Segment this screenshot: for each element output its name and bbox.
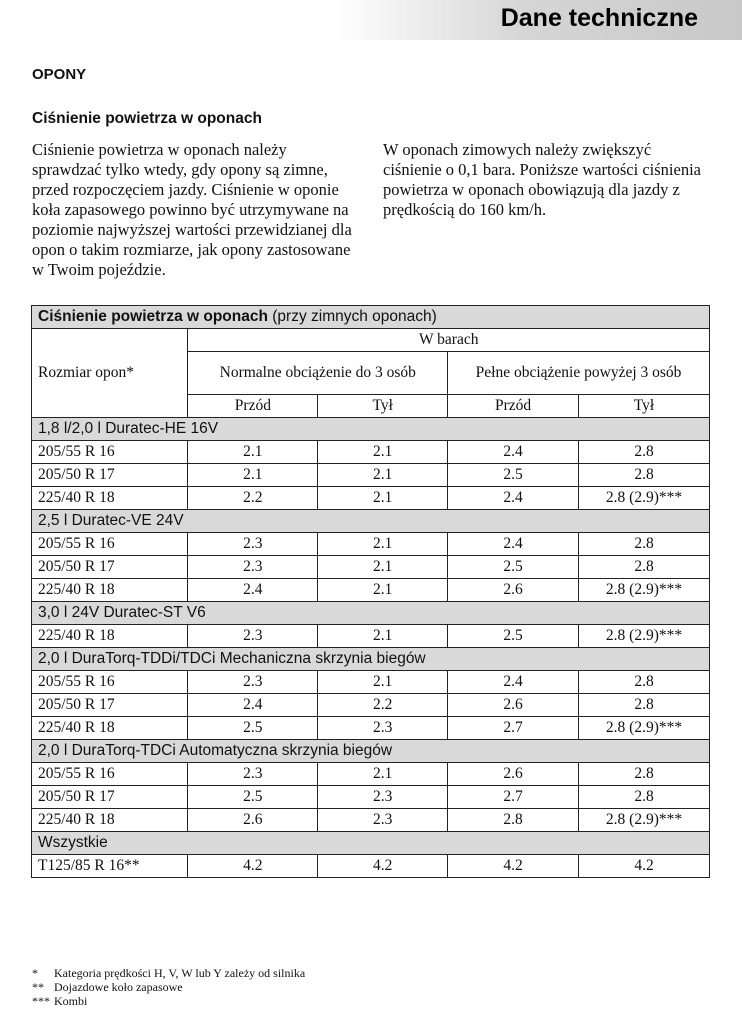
table-title-row [32, 306, 710, 329]
table-row [32, 579, 710, 602]
pressure-value-cell: 2.8 [579, 694, 710, 717]
engine-group-row [32, 648, 710, 671]
pressure-value-cell: 2.1 [318, 464, 448, 487]
column-header-rear: Tył [318, 395, 448, 418]
engine-group-name: 2,0 l DuraTorq-TDCi Automatyczna skrzynia biegów [32, 740, 710, 763]
pressure-value-cell: 2.8 [579, 533, 710, 556]
tyre-size-cell: 205/55 R 16 [32, 671, 188, 694]
pressure-value-cell: 2.4 [188, 579, 318, 602]
pressure-value-cell: 2.8 [579, 763, 710, 786]
footnote-mark: * [32, 966, 38, 980]
section-title: OPONY [32, 66, 87, 83]
page-title: Dane techniczne [500, 4, 698, 32]
table-row [32, 763, 710, 786]
pressure-value-cell: 2.7 [448, 786, 579, 809]
pressure-value-cell: 2.8 [579, 786, 710, 809]
pressure-value-cell: 2.1 [188, 464, 318, 487]
pressure-value-cell: 2.3 [318, 717, 448, 740]
pressure-value-cell: 2.5 [448, 556, 579, 579]
pressure-value-cell: 2.4 [448, 671, 579, 694]
pressure-value-cell: 2.6 [448, 694, 579, 717]
pressure-value-cell: 2.3 [318, 809, 448, 832]
tyre-size-cell: 225/40 R 18 [32, 717, 188, 740]
pressure-value-cell: 2.5 [188, 717, 318, 740]
engine-group-name: 2,0 l DuraTorq-TDDi/TDCi Mechaniczna skrzynia biegów [32, 648, 710, 671]
pressure-value-cell: 4.2 [318, 855, 448, 878]
table-row [32, 533, 710, 556]
tyre-size-cell: 205/50 R 17 [32, 464, 188, 487]
pressure-value-cell: 2.7 [448, 717, 579, 740]
pressure-value-cell: 2.2 [188, 487, 318, 510]
tyre-size-cell: 225/40 R 18 [32, 625, 188, 648]
pressure-value-cell: 2.4 [188, 694, 318, 717]
pressure-value-cell: 2.2 [318, 694, 448, 717]
pressure-value-cell: 2.1 [318, 579, 448, 602]
pressure-value-cell: 2.8 (2.9)*** [579, 717, 710, 740]
engine-group-name: 3,0 l 24V Duratec-ST V6 [32, 602, 710, 625]
pressure-value-cell: 2.3 [318, 786, 448, 809]
pressure-value-cell: 2.1 [318, 441, 448, 464]
header-band [0, 0, 742, 40]
column-header-normal-load [188, 352, 448, 395]
pressure-value-cell: 2.6 [448, 763, 579, 786]
pressure-value-cell: 2.8 [579, 441, 710, 464]
column-header-size-text: Rozmiar opon* [38, 364, 134, 381]
table-row [32, 671, 710, 694]
pressure-value-cell: 2.6 [188, 809, 318, 832]
pressure-value-cell: 2.3 [188, 763, 318, 786]
pressure-value-cell: 2.8 (2.9)*** [579, 487, 710, 510]
pressure-value-cell: 2.3 [188, 533, 318, 556]
tyre-size-cell: T125/85 R 16** [32, 855, 188, 878]
footnote [32, 980, 305, 994]
column-header-rear: Tył [579, 395, 710, 418]
engine-group-name: Wszystkie [32, 832, 710, 855]
engine-group-name: 2,5 l Duratec-VE 24V [32, 510, 710, 533]
footnote-text: Kombi [54, 994, 88, 1008]
pressure-value-cell: 4.2 [579, 855, 710, 878]
engine-group-row [32, 740, 710, 763]
tyre-size-cell: 205/50 R 17 [32, 694, 188, 717]
footnote-mark: ** [32, 980, 44, 994]
pressure-value-cell: 2.1 [318, 556, 448, 579]
pressure-value-cell: 2.1 [318, 487, 448, 510]
pressure-value-cell: 2.4 [448, 487, 579, 510]
tyre-size-cell: 225/40 R 18 [32, 579, 188, 602]
engine-group-row [32, 832, 710, 855]
table-row [32, 855, 710, 878]
pressure-value-cell: 2.8 [448, 809, 579, 832]
table-row [32, 441, 710, 464]
table-row [32, 694, 710, 717]
table-title-bold: Ciśnienie powietrza w oponach [38, 308, 268, 325]
footnote-mark: *** [32, 994, 50, 1008]
intro-left-paragraph: Ciśnienie powietrza w oponach należy sprawdzać tylko wtedy, gdy opony są zimne, przed rozpoczęciem jazdy. Ciśnienie w oponie koła zapasowego powinno być utrzymywane na poziomie najwyższej wartości przewidzianej dla opon o takim rozmiarze, jak opony zastosowane w Twoim pojeździe. [32, 140, 352, 279]
footnote-text: Kategoria prędkości H, V, W lub Y zależy od silnika [54, 966, 306, 980]
pressure-value-cell: 2.4 [448, 441, 579, 464]
pressure-value-cell: 2.8 (2.9)*** [579, 809, 710, 832]
pressure-value-cell: 2.8 [579, 671, 710, 694]
pressure-value-cell: 2.3 [188, 625, 318, 648]
intro-right-paragraph: W oponach zimowych należy zwiększyć ciśnienie o 0,1 bara. Poniższe wartości ciśnienia powietrza w oponach obowiązują dla jazdy z prędkością do 160 km/h. [383, 140, 701, 219]
pressure-value-cell: 4.2 [448, 855, 579, 878]
footnote [32, 966, 305, 980]
pressure-value-cell: 2.1 [318, 763, 448, 786]
table-row [32, 625, 710, 648]
pressure-value-cell: 2.5 [448, 625, 579, 648]
pressure-value-cell: 4.2 [188, 855, 318, 878]
pressure-value-cell: 2.8 [579, 556, 710, 579]
tyre-size-cell: 205/55 R 16 [32, 533, 188, 556]
footnotes [32, 966, 305, 1008]
pressure-value-cell: 2.1 [318, 671, 448, 694]
tyre-pressure-table [31, 305, 710, 878]
pressure-value-cell: 2.1 [318, 533, 448, 556]
subsection-title: Ciśnienie powietrza w oponach [32, 110, 262, 127]
column-header-size [32, 329, 188, 418]
tyre-size-cell: 205/55 R 16 [32, 441, 188, 464]
pressure-value-cell: 2.3 [188, 671, 318, 694]
pressure-value-cell: 2.1 [318, 625, 448, 648]
table-title-normal: (przy zimnych oponach) [272, 308, 437, 325]
column-header-full-load-text: Pełne obciążenie powyżej 3 osób [475, 364, 682, 381]
column-header-full-load [448, 352, 710, 395]
pressure-value-cell: 2.8 (2.9)*** [579, 625, 710, 648]
engine-group-row [32, 510, 710, 533]
column-header-unit: W barach [188, 329, 710, 352]
pressure-value-cell: 2.8 [579, 464, 710, 487]
pressure-value-cell: 2.5 [188, 786, 318, 809]
tyre-size-cell: 225/40 R 18 [32, 809, 188, 832]
engine-group-row [32, 602, 710, 625]
table-title [32, 306, 710, 329]
engine-group-row [32, 418, 710, 441]
engine-group-name: 1,8 l/2,0 l Duratec-HE 16V [32, 418, 710, 441]
table-row [32, 717, 710, 740]
table-row [32, 464, 710, 487]
table-row [32, 809, 710, 832]
tyre-size-cell: 205/50 R 17 [32, 556, 188, 579]
table-row [32, 786, 710, 809]
tyre-size-cell: 225/40 R 18 [32, 487, 188, 510]
footnote-text: Dojazdowe koło zapasowe [54, 980, 183, 994]
tyre-size-cell: 205/55 R 16 [32, 763, 188, 786]
table-header-row [32, 329, 710, 352]
table-row [32, 487, 710, 510]
pressure-value-cell: 2.1 [188, 441, 318, 464]
footnote [32, 994, 305, 1008]
tyre-size-cell: 205/50 R 17 [32, 786, 188, 809]
pressure-value-cell: 2.8 (2.9)*** [579, 579, 710, 602]
column-header-front: Przód [448, 395, 579, 418]
pressure-value-cell: 2.3 [188, 556, 318, 579]
table-row [32, 556, 710, 579]
pressure-value-cell: 2.6 [448, 579, 579, 602]
pressure-value-cell: 2.5 [448, 464, 579, 487]
column-header-normal-load-text: Normalne obciążenie do 3 osób [219, 364, 416, 381]
pressure-value-cell: 2.4 [448, 533, 579, 556]
column-header-front: Przód [188, 395, 318, 418]
